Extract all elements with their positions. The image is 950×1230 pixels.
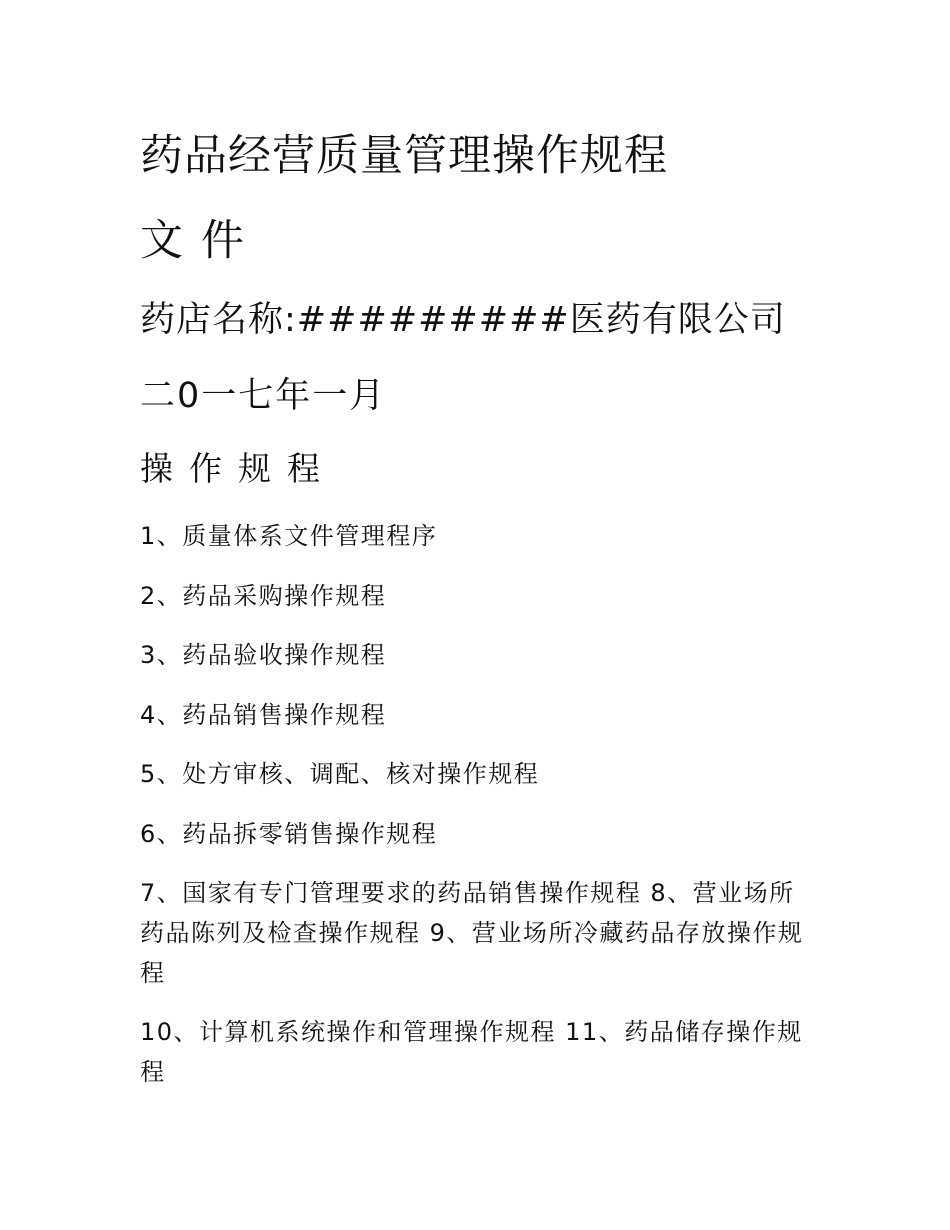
section-title: 操作规程 [140, 449, 336, 488]
procedure-item-3: 3、药品验收操作规程 [140, 641, 387, 669]
procedure-item-2: 2、药品采购操作规程 [140, 581, 387, 610]
document-title: 药品经营质量管理操作规程 [140, 131, 668, 181]
procedure-item-5: 5、处方审核、调配、核对操作规程 [140, 760, 540, 788]
procedure-item-6: 6、药品拆零销售操作规程 [140, 819, 438, 848]
procedure-item-10-11: 10、计算机系统操作和管理操作规程 11、药品储存操作规程 [140, 1018, 803, 1086]
document-type-char-1: 文 [140, 216, 183, 266]
procedure-list [140, 516, 820, 1111]
document-date: 二0一七年一月 [140, 376, 387, 416]
document-type-label [140, 213, 244, 269]
procedure-item-7-9: 7、国家有专门管理要求的药品销售操作规程 8、营业场所药品陈列及检查操作规程 9、营业场所冷藏药品存放操作规程 [140, 879, 804, 987]
procedure-item-4: 4、药品销售操作规程 [140, 700, 387, 729]
procedure-item-1: 1、质量体系文件管理程序 [140, 522, 438, 550]
pharmacy-name-line: 药店名称:#########医药有限公司 [140, 300, 786, 340]
document-type-char-2: 件 [201, 216, 244, 266]
